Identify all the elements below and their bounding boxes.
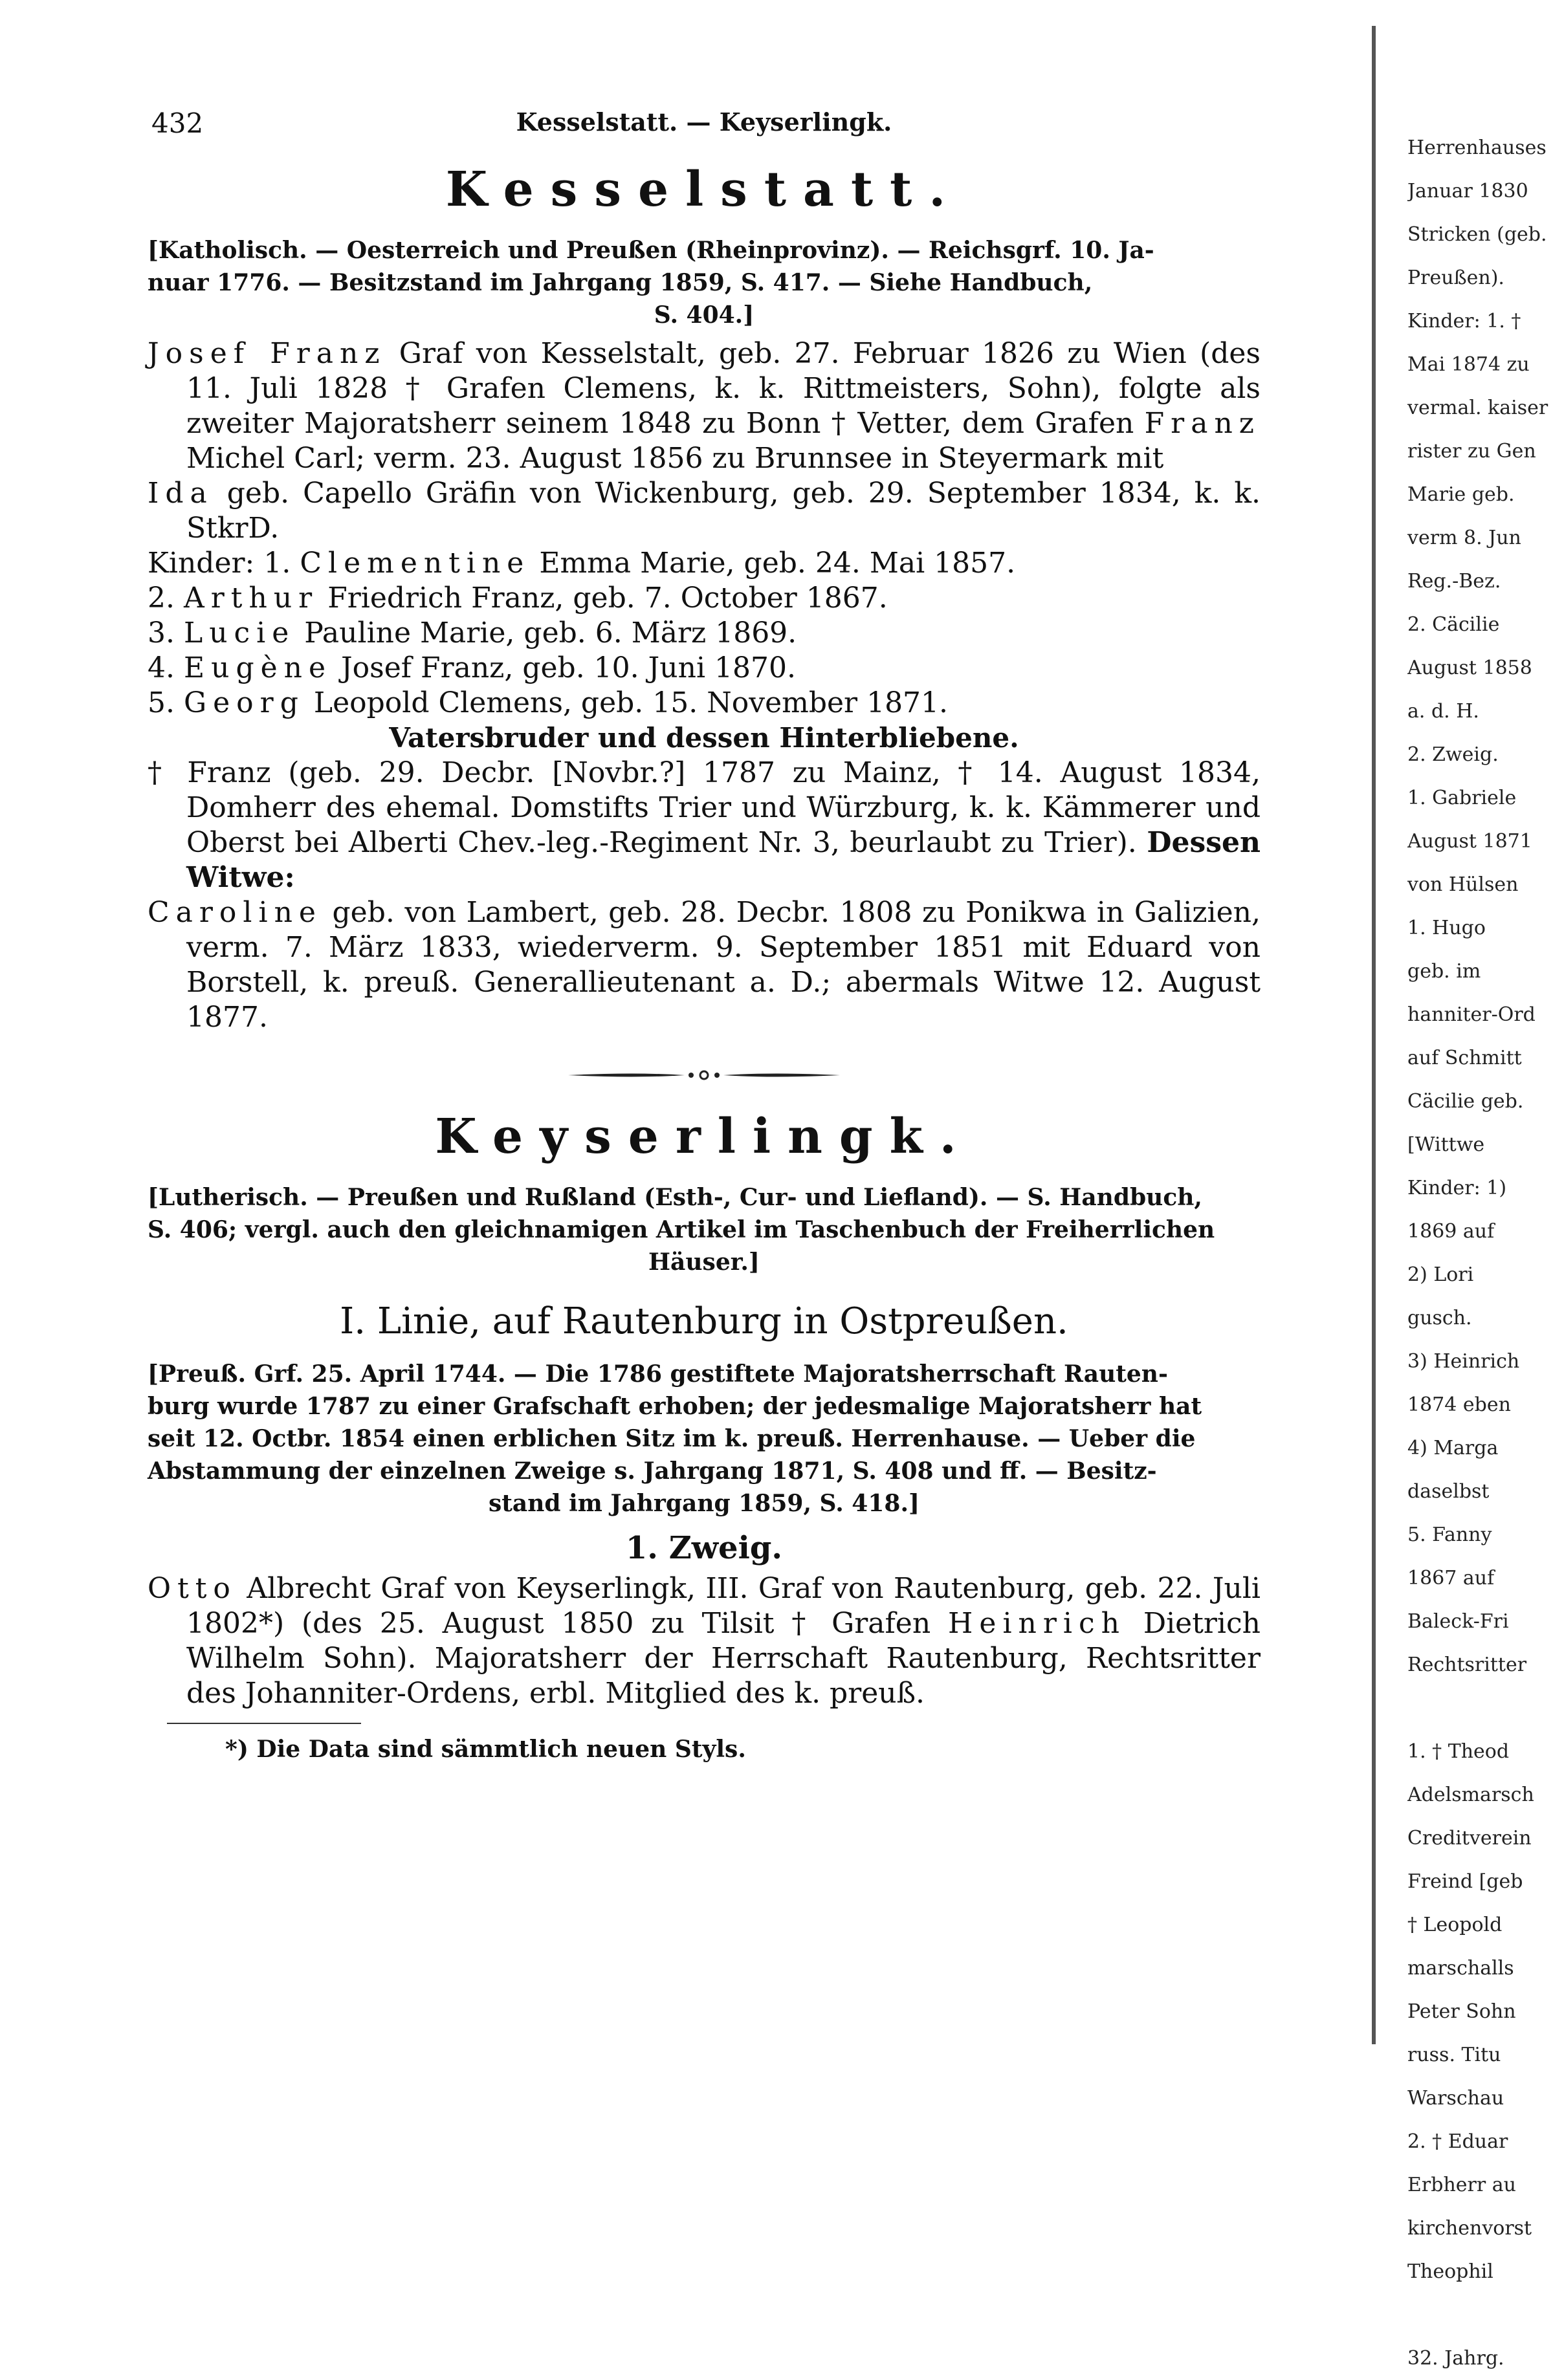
footnote-rule: [167, 1723, 361, 1724]
adjacent-line: Peter Sohn: [1407, 2000, 1516, 2023]
adjacent-line: 2. Zweig.: [1407, 743, 1499, 766]
child-1: [148, 546, 1261, 581]
adjacent-line: [Wittwe: [1407, 1133, 1485, 1156]
adjacent-line: Erbherr au: [1407, 2174, 1516, 2196]
adjacent-line: Kinder: 1. †: [1407, 310, 1521, 333]
note-line: Abstammung der einzelnen Zweige s. Jahrgang 1871, S. 408 und ff. — Besitz-: [148, 1457, 1157, 1485]
adjacent-line: August 1871: [1407, 830, 1532, 853]
child-name: Lucie: [183, 617, 296, 650]
entry-text: Dietrich Wilhelm Sohn). Majoratsherr der Herrschaft Rautenburg, Rechtsritter des Johanniter-Ordens, erbl. Mitglied des k. preuß.: [186, 1607, 1261, 1710]
adjacent-line: Januar 1830: [1407, 180, 1528, 202]
children-label: Kinder:: [148, 547, 255, 580]
adjacent-line: rister zu Gen: [1407, 440, 1536, 463]
note-line: nuar 1776. — Besitzstand im Jahrgang 1859, S. 417. — Siehe Handbuch,: [148, 269, 1093, 296]
adjacent-line: 5. Fanny: [1407, 1523, 1492, 1546]
child-3: [148, 616, 1261, 651]
adjacent-line: Preußen).: [1407, 267, 1504, 289]
person-name: Ida: [148, 477, 214, 510]
entry-ida: [148, 476, 1261, 546]
ornament-divider-icon: [568, 1067, 840, 1083]
adjacent-line: 1874 eben: [1407, 1393, 1511, 1416]
note-line: burg wurde 1787 zu einer Grafschaft erhoben; der jedesmalige Majoratsherr hat: [148, 1393, 1202, 1420]
entry-text: † Franz (geb. 29. Decbr. [Novbr.?] 1787 zu Mainz, † 14. August 1834, Domherr des ehemal. Domstifts Trier und Würzburg, k. k. Kämmerer und Oberst bei Alberti Chev.-leg.-Regiment Nr. 3, beurlaubt zu Trier).: [148, 756, 1261, 859]
child-name: Georg: [183, 686, 305, 719]
child-5: [148, 686, 1261, 721]
child-number: 1.: [263, 547, 291, 580]
kesselstatt-title: Kesselstatt.: [445, 162, 963, 217]
adjacent-line: [1407, 2293, 1553, 2337]
adjacent-line: Mai 1874 zu: [1407, 353, 1530, 376]
adjacent-line: Reg.-Bez.: [1407, 570, 1501, 593]
child-number: 2.: [148, 582, 175, 615]
adjacent-line: hanniter-Ord: [1407, 1003, 1536, 1026]
adjacent-line: daselbst: [1407, 1480, 1490, 1503]
uncle-heading: Vatersbruder und dessen Hinterbliebene.: [389, 722, 1019, 754]
page-gutter: [1372, 26, 1376, 2044]
adjacent-line: Adelsmarsch: [1407, 1784, 1534, 1806]
note-line: [Preuß. Grf. 25. April 1744. — Die 1786 gestiftete Majoratsherrschaft Rauten-: [148, 1360, 1168, 1388]
entry-franz: [148, 756, 1261, 895]
keyserlingk-note: [148, 1181, 1261, 1278]
note-line: S. 404.]: [654, 301, 754, 329]
child-number: 5.: [148, 686, 175, 719]
child-text: Friedrich Franz, geb. 7. October 1867.: [327, 582, 888, 615]
person-name: Josef Franz: [148, 337, 386, 370]
adjacent-line: 1. Gabriele: [1407, 787, 1517, 809]
adjacent-line: russ. Titu: [1407, 2044, 1501, 2066]
adjacent-line: Theophil: [1407, 2260, 1493, 2283]
adjacent-line: Creditverein: [1407, 1827, 1532, 1850]
adjacent-line: 1. Hugo: [1407, 917, 1486, 939]
person-name: Heinrich: [948, 1607, 1126, 1640]
adjacent-line: 2) Lori: [1407, 1263, 1474, 1286]
note-line: S. 406; vergl. auch den gleichnamigen Artikel im Taschenbuch der Freiherrlichen: [148, 1216, 1215, 1243]
keyserlingk-title: Keyserlingk.: [435, 1109, 973, 1164]
adjacent-line: marschalls: [1407, 1957, 1514, 1980]
child-text: Josef Franz, geb. 10. Juni 1870.: [341, 651, 796, 684]
adjacent-line: geb. im: [1407, 960, 1481, 983]
child-number: 3.: [148, 617, 175, 650]
adjacent-line: 32. Jahrg.: [1407, 2347, 1504, 2370]
child-text: Pauline Marie, geb. 6. März 1869.: [304, 617, 797, 650]
note-line: seit 12. Octbr. 1854 einen erblichen Sitz im k. preuß. Herrenhause. — Ueber die: [148, 1425, 1196, 1452]
adjacent-line: vermal. kaiser: [1407, 397, 1548, 419]
child-name: Eugène: [183, 651, 333, 684]
adjacent-line: [1407, 1687, 1553, 1730]
person-name: Otto: [148, 1572, 237, 1605]
adjacent-line: kirchenvorst: [1407, 2217, 1532, 2240]
adjacent-line: a. d. H.: [1407, 700, 1479, 723]
adjacent-page-strip: [1407, 126, 1553, 2380]
adjacent-line: Warschau: [1407, 2087, 1504, 2110]
entry-text: Albrecht Graf von Keyserlingk, III. Graf von Rautenburg, geb. 22. Juli 1802*) (des 25. August 1850 zu Tilsit † Grafen: [186, 1572, 1261, 1640]
adjacent-line: Kinder: 1): [1407, 1177, 1507, 1199]
running-header: [148, 104, 1261, 149]
adjacent-line: 1869 auf: [1407, 1220, 1495, 1243]
adjacent-line: verm 8. Jun: [1407, 527, 1521, 549]
note-line: [Katholisch. — Oesterreich und Preußen (Rheinprovinz). — Reichsgrf. 10. Ja-: [148, 237, 1154, 264]
adjacent-line: Baleck-Fri: [1407, 1610, 1509, 1633]
adjacent-line: 3) Heinrich: [1407, 1350, 1520, 1373]
adjacent-line: 1. † Theod: [1407, 1740, 1510, 1763]
adjacent-line: Herrenhauses: [1407, 136, 1547, 159]
adjacent-line: August 1858: [1407, 657, 1532, 679]
child-name: Arthur: [183, 582, 319, 615]
child-name: Clementine: [300, 547, 531, 580]
main-column: [148, 104, 1261, 1763]
adjacent-line: Rechtsritter: [1407, 1654, 1527, 1676]
entry-josef: [148, 336, 1261, 476]
line-note: [148, 1358, 1261, 1520]
entry-text: Graf von Kesselstalt, geb. 27. Februar 1826 zu Wien (des 11. Juli 1828 † Grafen Clemens, k. k. Rittmeisters, Sohn), folgte als zweiter Majoratsherr seinem 1848 zu Bonn † Vetter, dem Grafen: [186, 337, 1261, 440]
adjacent-line: Stricken (geb.: [1407, 223, 1547, 246]
adjacent-line: Freind [geb: [1407, 1870, 1523, 1893]
note-line: Häuser.]: [648, 1249, 760, 1276]
entry-otto: [148, 1571, 1261, 1711]
adjacent-line: auf Schmitt: [1407, 1047, 1522, 1069]
adjacent-line: † Leopold: [1407, 1914, 1503, 1936]
entry-text: Michel Carl; verm. 23. August 1856 zu Brunnsee in Steyermark mit: [186, 442, 1164, 475]
running-title: Kesselstatt. — Keyserlingk.: [516, 107, 892, 136]
kesselstatt-note: [148, 234, 1261, 331]
adjacent-line: 4) Marga: [1407, 1437, 1499, 1459]
entry-text: geb. Capello Gräfin von Wickenburg, geb. 29. September 1834, k. k. StkrD.: [186, 477, 1261, 545]
child-text: Leopold Clemens, geb. 15. November 1871.: [313, 686, 949, 719]
child-number: 4.: [148, 651, 175, 684]
child-text: Emma Marie, geb. 24. Mai 1857.: [539, 547, 1016, 580]
adjacent-line: 2. Cäcilie: [1407, 613, 1500, 636]
adjacent-line: Marie geb.: [1407, 483, 1515, 506]
person-name: Franz: [1144, 407, 1261, 440]
entry-text: geb. von Lambert, geb. 28. Decbr. 1808 zu Ponikwa in Galizien, verm. 7. März 1833, wiederverm. 9. September 1851 mit Eduard von Borstell, k. preuß. Generallieutenant a. D.; abermals Witwe 12. August 1877.: [186, 896, 1261, 1034]
adjacent-line: gusch.: [1407, 1307, 1472, 1329]
line-heading: I. Linie, auf Rautenburg in Ostpreußen.: [340, 1300, 1068, 1342]
adjacent-line: 1867 auf: [1407, 1567, 1495, 1589]
adjacent-line: Cäcilie geb.: [1407, 1090, 1524, 1113]
footnote: *) Die Data sind sämmtlich neuen Styls.: [225, 1736, 746, 1763]
adjacent-line: 2. † Eduar: [1407, 2130, 1508, 2153]
branch-heading: 1. Zweig.: [625, 1530, 783, 1566]
adjacent-line: von Hülsen: [1407, 873, 1519, 896]
note-line: stand im Jahrgang 1859, S. 418.]: [488, 1490, 920, 1517]
child-4: [148, 651, 1261, 686]
child-2: [148, 581, 1261, 616]
widow-label: Dessen Witwe:: [186, 826, 1261, 894]
entry-caroline: [148, 895, 1261, 1035]
person-name: Caroline: [148, 896, 322, 929]
note-line: [Lutherisch. — Preußen und Rußland (Esth-, Cur- und Liefland). — S. Handbuch,: [148, 1184, 1202, 1211]
page-number: 432: [151, 107, 204, 139]
